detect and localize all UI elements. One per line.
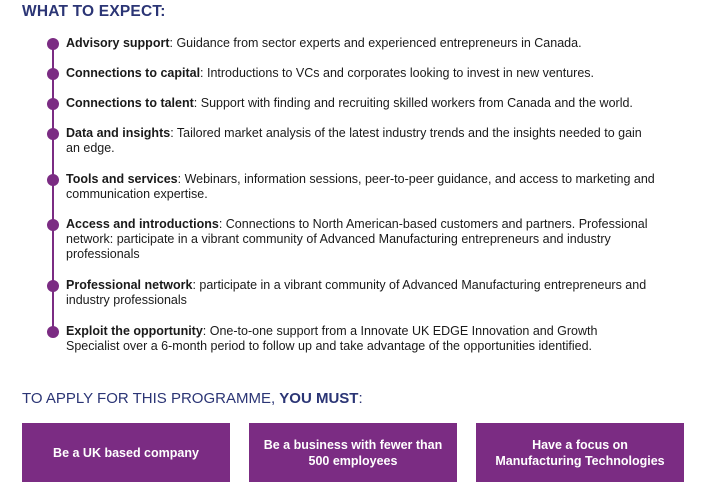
item-title: Connections to capital (66, 66, 201, 80)
list-item (66, 217, 666, 262)
timeline-dot (47, 98, 59, 110)
list-item (66, 36, 666, 51)
item-text: : Webinars, information sessions, peer-to-peer guidance, and access to marketing and communication expertise. (66, 172, 655, 201)
timeline-dot (47, 128, 59, 140)
item-text: : Support with finding and recruiting skilled workers from Canada and the world. (193, 96, 633, 110)
list-item (66, 172, 658, 202)
item-text: : Introductions to VCs and corporates looking to invest in new ventures. (200, 66, 595, 80)
list-item (66, 126, 658, 156)
list-item (66, 66, 666, 81)
requirement-label: Have a focus on Manufacturing Technologies (495, 437, 665, 468)
apply-emphasis: YOU MUST (279, 390, 359, 407)
timeline-dot (47, 68, 59, 80)
timeline-dot (47, 219, 59, 231)
item-title: Tools and services (66, 172, 178, 186)
item-text: : participate in a vibrant community of Advanced Manufacturing entrepreneurs and industry professionals (66, 278, 647, 307)
item-title: Professional network (66, 278, 193, 292)
item-text: : Tailored market analysis of the latest industry trends and the insights needed to gain an edge. (66, 126, 642, 155)
timeline-dot (47, 326, 59, 338)
item-title: Exploit the opportunity (66, 324, 203, 338)
timeline-dot (47, 280, 59, 292)
apply-prefix: TO APPLY FOR THIS PROGRAMME, (22, 390, 280, 407)
requirement-card-uk-company (22, 423, 230, 482)
list-item (66, 278, 666, 308)
requirement-label: Be a business with fewer than 500 employees (263, 437, 443, 468)
list-item (66, 96, 666, 111)
item-title: Advisory support (66, 36, 170, 50)
requirement-card-manufacturing (476, 423, 684, 482)
item-title: Access and introductions (66, 217, 219, 231)
timeline-dot (47, 174, 59, 186)
item-title: Connections to talent (66, 96, 194, 110)
requirement-card-employees (249, 423, 457, 482)
item-text: : Guidance from sector experts and experienced entrepreneurs in Canada. (169, 36, 582, 50)
item-text: : Connections to North American-based customers and partners. Professional network: participate in a vibrant community of Advanced Manufacturing entrepreneurs and industry professionals (66, 217, 648, 261)
section-heading: WHAT TO EXPECT: (22, 3, 166, 20)
timeline-dot (47, 38, 59, 50)
apply-suffix: : (358, 390, 363, 407)
item-text: : One-to-one support from a Innovate UK EDGE Innovation and Growth Specialist over a 6-month period to follow up and take advantage of the opportunities identified. (66, 324, 598, 353)
apply-heading (22, 390, 363, 407)
requirement-label: Be a UK based company (53, 445, 199, 460)
list-item (66, 324, 626, 354)
item-title: Data and insights (66, 126, 171, 140)
